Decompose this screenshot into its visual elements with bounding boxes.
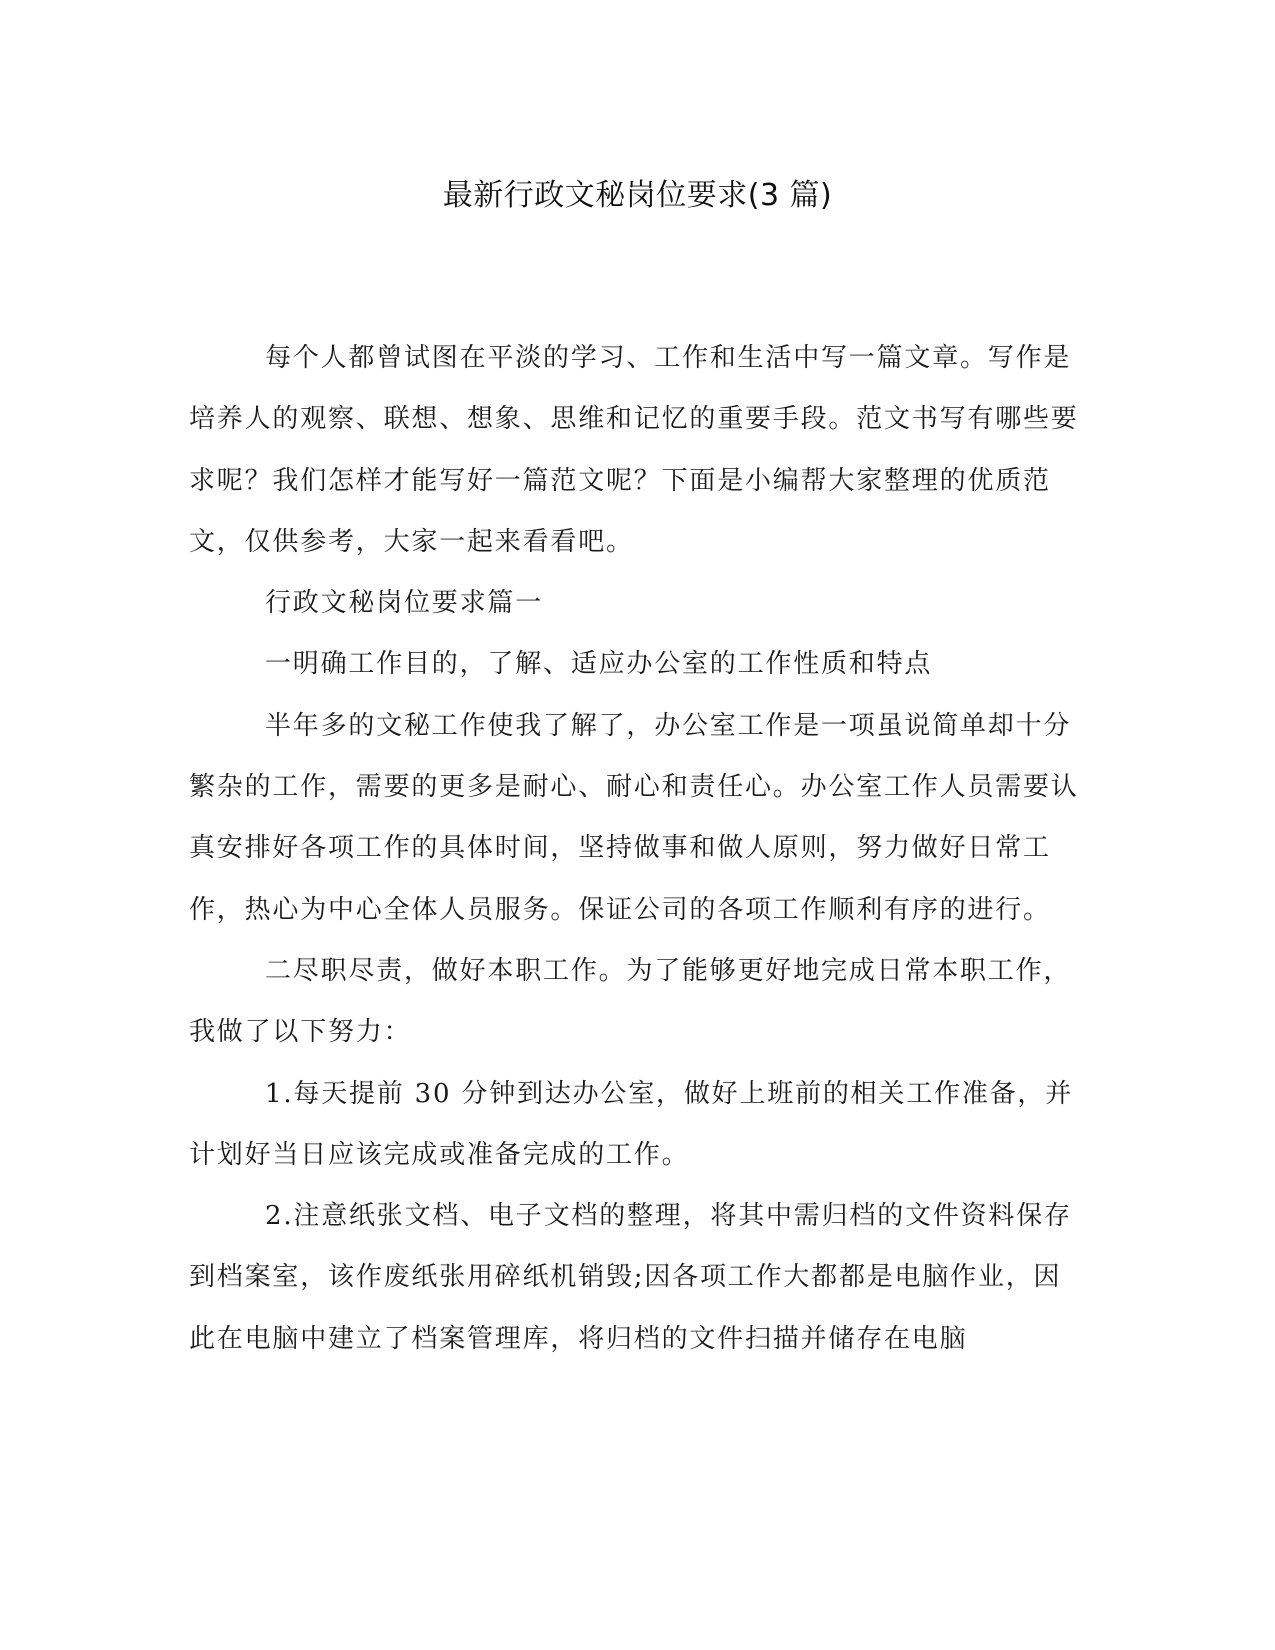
document-title: 最新行政文秘岗位要求(3 篇) [442, 178, 833, 213]
document-body [189, 328, 1079, 1370]
list-item-1: 1.每天提前 30 分钟到达办公室，做好上班前的相关工作准备，并计划好当日应该完成或准备完成的工作。 [189, 1078, 1074, 1170]
list-item-2: 2.注意纸张文档、电子文档的整理，将其中需归档的文件资料保存到档案室，该作废纸张用碎纸机销毁;因各项工作大都都是电脑作业，因此在电脑中建立了档案管理库，将归档的文件扫描并储存在电脑 [189, 1201, 1072, 1354]
subheading-one: 一明确工作目的，了解、适应办公室的工作性质和特点 [265, 649, 933, 680]
section-heading: 行政文秘岗位要求篇一 [265, 588, 544, 619]
subheading-two: 二尽职尽责，做好本职工作。为了能够更好地完成日常本职工作，我做了以下努力： [189, 955, 1072, 1048]
body-paragraph: 半年多的文秘工作使我了解了，办公室工作是一项虽说简单却十分繁杂的工作，需要的更多是耐心、耐心和责任心。办公室工作人员需要认真安排好各项工作的具体时间，坚持做事和做人原则，努力做好日常工作，热心为中心全体人员服务。保证公司的各项工作顺利有序的进行。 [189, 710, 1079, 925]
intro-paragraph: 每个人都曾试图在平淡的学习、工作和生活中写一篇文章。写作是培养人的观察、联想、想象、思维和记忆的重要手段。范文书写有哪些要求呢？我们怎样才能写好一篇范文呢？下面是小编帮大家整理的优质范文，仅供参考，大家一起来看看吧。 [189, 343, 1079, 557]
